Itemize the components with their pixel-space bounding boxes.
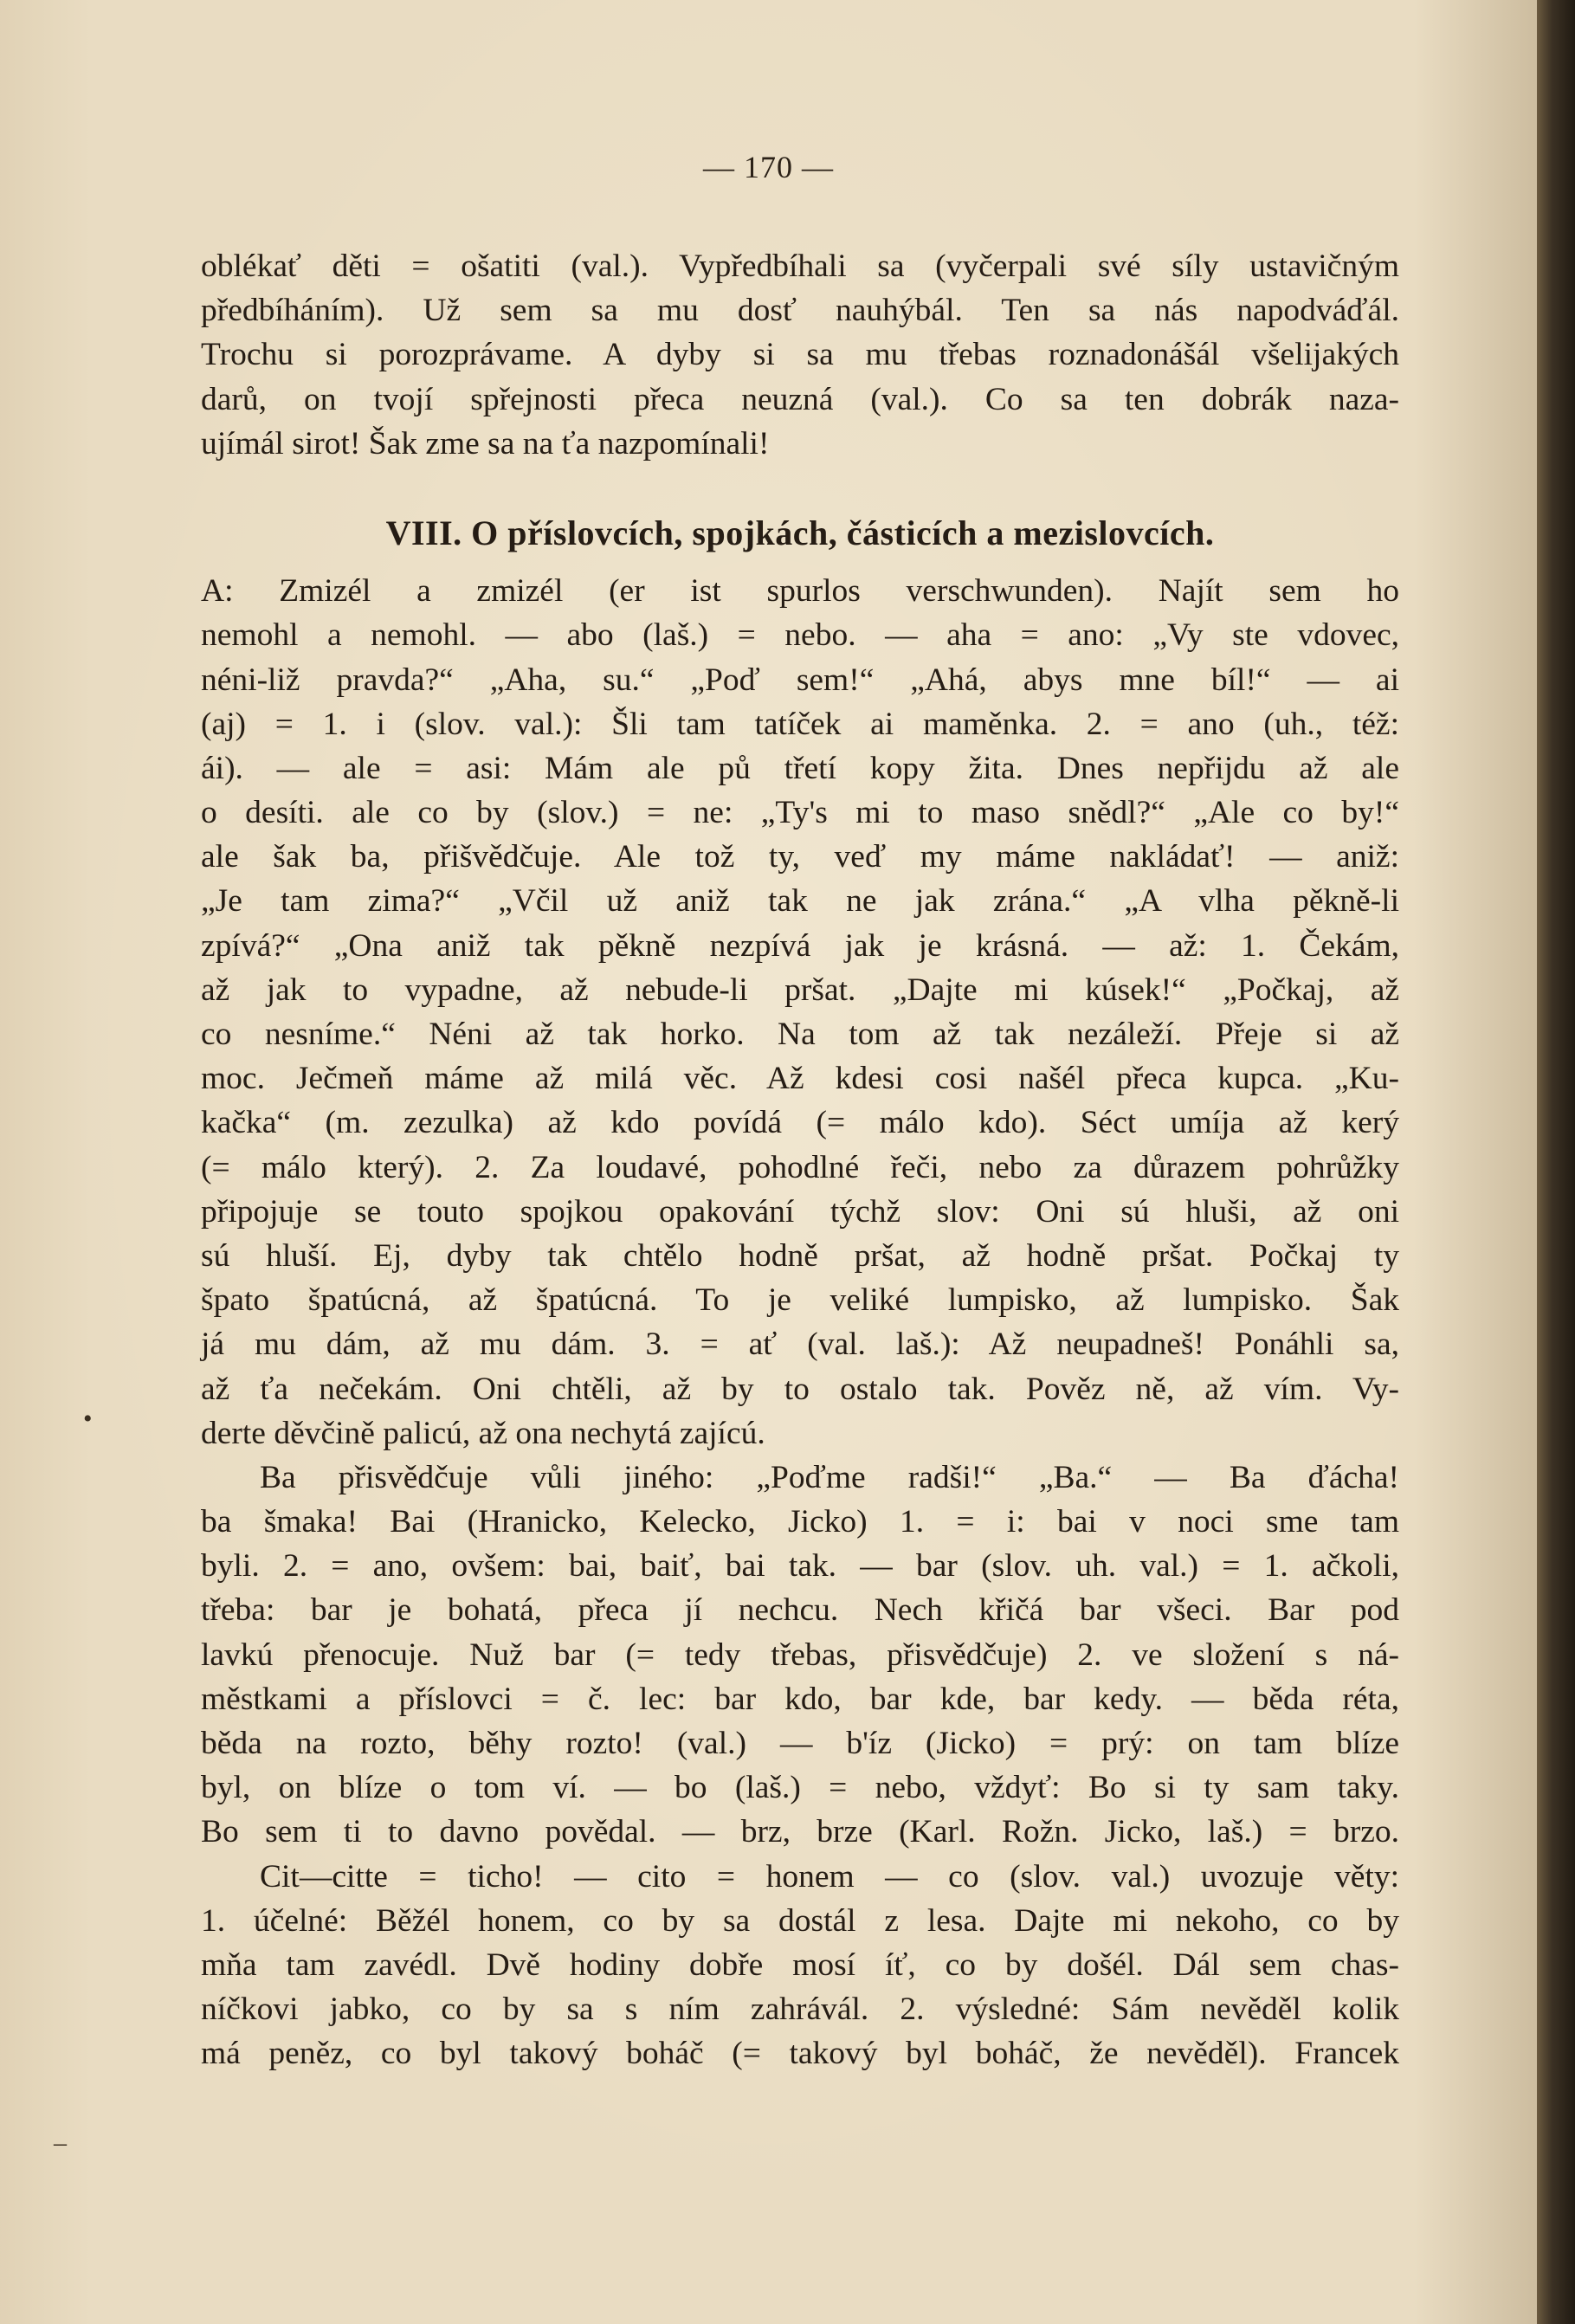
paragraph-4 [201, 1855, 1399, 2076]
text-line: (aj) = 1. i (slov. val.): Šli tam tatíček ai maměnka. 2. = ano (uh., též: [201, 706, 1399, 742]
text-line: ba šmaka! Bai (Hranicko, Kelecko, Jicko) 1. = i: bai v noci sme tam [201, 1504, 1399, 1540]
page-edge-shadow [1537, 0, 1575, 2324]
text-line: běda na rozto, běhy rozto! (val.) — b'íz (Jicko) = prý: on tam blíze [201, 1726, 1399, 1761]
text-line: sú hluší. Ej, dyby tak chtělo hodně pršat, až hodně pršat. Počkaj ty [201, 1237, 1399, 1274]
text-line: zpívá?“ „Ona aniž tak pěkně nezpívá jak je krásná. — až: 1. Čekám, [201, 927, 1399, 964]
text-line: Ba přisvědčuje vůli jiného: „Poďme radši!“ „Ba.“ — Ba ďácha! [260, 1459, 1399, 1495]
text-line: „Je tam zima?“ „Včil už aniž tak ne jak zrána.“ „A vlha pěkně-li [201, 883, 1399, 920]
text-line: až jak to vypadne, až nebude-li pršat. „Dajte mi kúsek!“ „Počkaj, až [201, 972, 1399, 1008]
text-line: předbíháním). Už sem sa mu dosť nauhýbál. Ten sa nás napodváďál. [201, 293, 1399, 329]
text-line: mňa tam zavédl. Dvě hodiny dobře mosí íť, co by došél. Dál sem chas- [201, 1946, 1399, 1983]
text-line: 1. účelné: Běžél honem, co by sa dostál z lesa. Dajte mi nekoho, co by [201, 1902, 1399, 1939]
text-line: o desíti. ale co by (slov.) = ne: „Ty's mi to maso snědl?“ „Ale co by!“ [201, 795, 1399, 831]
text-line: néni-liž pravda?“ „Aha, su.“ „Poď sem!“ „Ahá, abys mne bíl!“ — ai [201, 662, 1399, 698]
text-line: ái). — ale = asi: Mám ale pů třetí kopy žita. Dnes nepřijdu až ale [201, 750, 1399, 786]
text-line: darů, on tvojí spřejnosti přeca neuzná (val.). Co sa ten dobrák naza- [201, 381, 1399, 417]
text-line: ujímál sirot! Šak zme sa na ťa nazpomínali! [201, 425, 770, 462]
text-line: až ťa nečekám. Oni chtěli, až by to ostalo tak. Pověz ně, až vím. Vy- [201, 1371, 1399, 1407]
text-line: má peněz, co byl takový boháč (= takový byl boháč, že nevěděl). Francek [201, 2036, 1399, 2072]
text-line: moc. Ječmeň máme až milá věc. Až kdesi cosi našél přeca kupca. „Ku- [201, 1061, 1399, 1097]
page-number: — 170 — [703, 150, 834, 184]
text-line: třeba: bar je bohatá, přeca jí nechcu. Nech křičá bar všeci. Bar pod [201, 1592, 1399, 1629]
body-text [201, 244, 1399, 2076]
text-line: městkami a příslovci = č. lec: bar kdo, bar kde, bar kedy. — běda réta, [201, 1681, 1399, 1717]
text-line: byl, on blíze o tom ví. — bo (laš.) = nebo, vždyť: Bo si ty sam taky. [201, 1770, 1399, 1806]
text-line: špato špatúcná, až špatúcná. To je veliké lumpisko, až lumpisko. Šak [201, 1282, 1399, 1319]
text-line: Bo sem ti to davno povědal. — brz, brze (Karl. Rožn. Jicko, laš.) = brzo. [201, 1814, 1399, 1850]
margin-dash-mark: – [54, 2128, 67, 2157]
paragraph-1 [201, 244, 1399, 466]
text-line: Trochu si porozprávame. A dyby si sa mu třebas roznadonášál všelijakých [201, 337, 1399, 373]
margin-dot-mark: • [83, 1404, 93, 1433]
paragraph-2 [201, 569, 1399, 1456]
text-line: nemohl a nemohl. — abo (laš.) = nebo. — aha = ano: „Vy ste vdovec, [201, 617, 1399, 654]
text-line: připojuje se touto spojkou opakování týchž slov: Oni sú hluši, až oni [201, 1193, 1399, 1230]
section-heading: VIII. O příslovcích, spojkách, částicích a mezislovcích. [385, 513, 1215, 552]
text-line: kačka“ (m. zezulka) až kdo povídá (= málo kdo). Séct umíja až kerý [201, 1105, 1399, 1141]
text-line: lavkú přenocuje. Nuž bar (= tedy třebas, přisvědčuje) 2. ve složení s ná- [201, 1636, 1399, 1673]
text-line: co nesníme.“ Néni až tak horko. Na tom až tak nezáleží. Přeje si až [201, 1017, 1399, 1052]
text-line: byli. 2. = ano, ovšem: bai, baiť, bai tak. — bar (slov. uh. val.) = 1. ačkoli, [201, 1548, 1399, 1585]
text-line: níčkovi jabko, co by sa s ním zahrávál. 2. výsledné: Sám nevěděl kolik [201, 1992, 1399, 2028]
text-line: oblékať děti = ošatiti (val.). Vypředbíhali sa (vyčerpali své síly ustavičným [201, 249, 1399, 284]
text-line: ale šak ba, přišvědčuje. Ale tož ty, veď my máme nakládať! — aniž: [201, 839, 1399, 875]
text-line: (= málo který). 2. Za loudavé, pohodlné řeči, nebo za důrazem pohrůžky [201, 1149, 1399, 1185]
text-line: derte děvčině palicú, až ona nechytá zajícú. [201, 1415, 765, 1451]
paragraph-3 [201, 1456, 1399, 1855]
text-line: já mu dám, až mu dám. 3. = ať (val. laš.): Až neupadneš! Ponáhli sa, [201, 1327, 1399, 1363]
text-line: Cit—citte = ticho! — cito = honem — co (slov. val.) uvozuje věty: [260, 1858, 1399, 1895]
text-line: A: Zmizél a zmizél (er ist spurlos verschwunden). Najít sem ho [201, 573, 1399, 610]
